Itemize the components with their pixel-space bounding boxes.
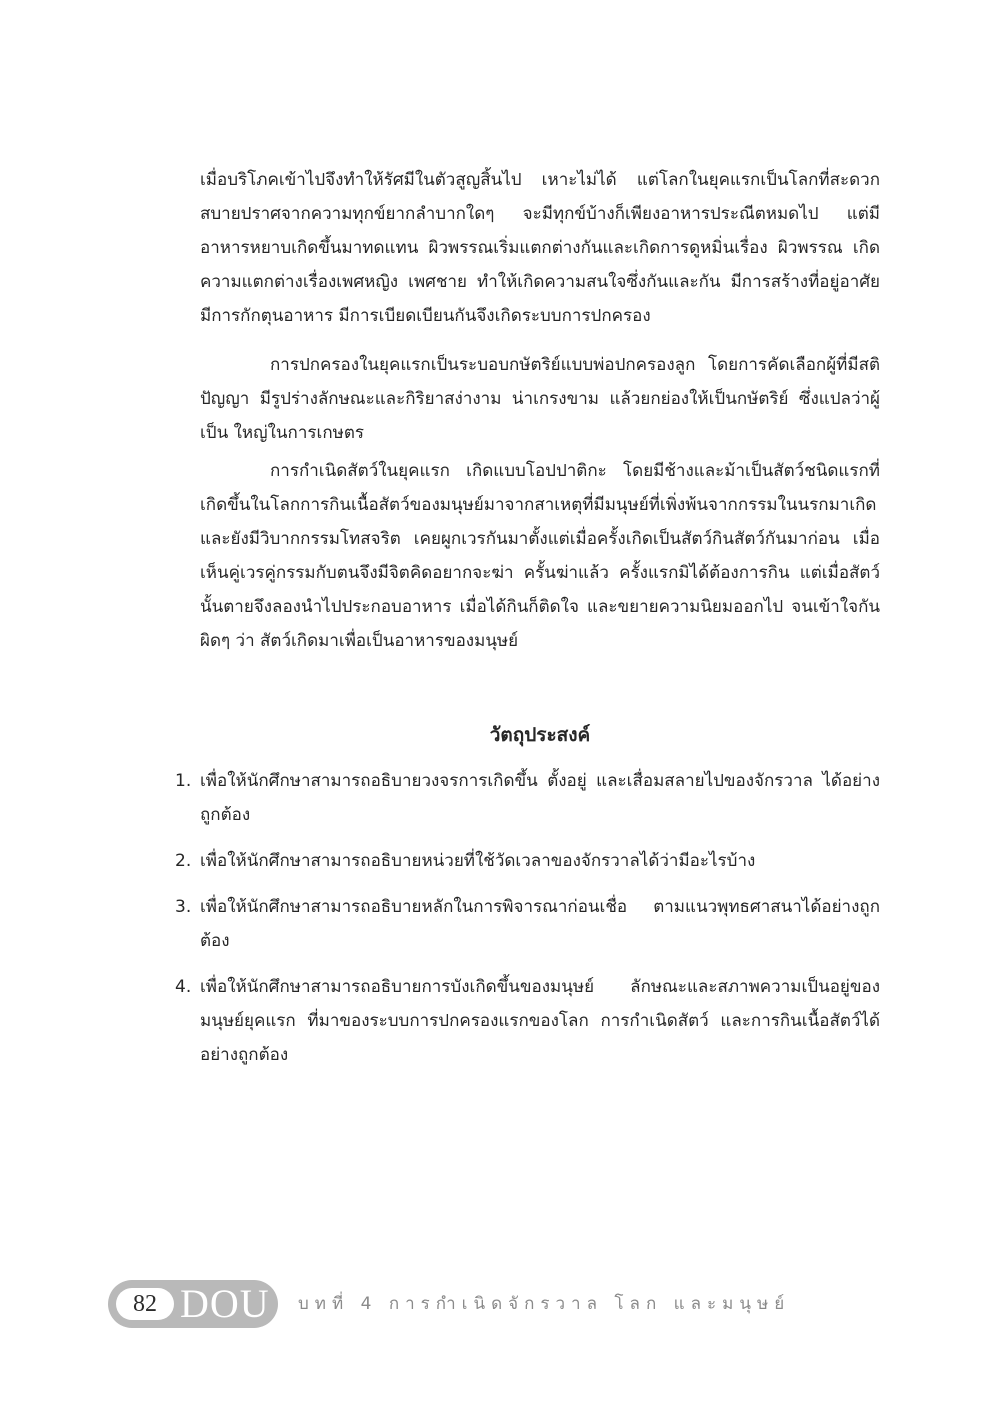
body-paragraph: เมื่อบริโภคเข้าไปจึงทำให้รัศมีในตัวสูญสิ้นไป เหาะไม่ได้ แต่โลกในยุคแรกเป็นโลกที่สะดวกสบายปราศจากความทุกข์ยากลำบากใดๆ จะมีทุกข์บ้างก็เพียงอาหารประณีตหมดไป แต่มีอาหารหยาบเกิดขึ้นมาทดแทน ผิวพรรณเริ่มแตกต่างกันและเกิดการดูหมิ่นเรื่อง ผิวพรรณ เกิดความแตกต่างเรื่องเพศหญิง เพศชาย ทำให้เกิดความสนใจซึ่งกันและกัน มีการสร้างที่อยู่อาศัย มีการกักตุนอาหาร มีการเบียดเบียนกันจึงเกิดระบบการปกครอง [200,170,880,326]
dou-logo: DOU [180,1281,270,1326]
objective-number: 4. [175,977,192,997]
objective-item [175,844,880,878]
objective-number: 2. [175,851,192,871]
objective-item [175,764,880,832]
page-badge [108,1280,278,1328]
objective-text: เพื่อให้นักศึกษาสามารถอธิบายวงจรการเกิดขึ้น ตั้งอยู่ และเสื่อมสลายไปของจักรวาล ได้อย่างถูกต้อง [200,771,880,825]
objectives-heading: วัตถุประสงค์ [489,724,591,746]
objectives-list [175,764,880,1084]
page-number: 82 [116,1288,174,1320]
objective-item [175,970,880,1072]
objective-number: 1. [175,771,192,791]
chapter-title: บทที่ 4 การกำเนิดจักรวาล โลก และมนุษย์ [298,1294,791,1314]
objective-item [175,890,880,958]
body-paragraph: การปกครองในยุคแรกเป็นระบอบกษัตริย์แบบพ่อปกครองลูก โดยการคัดเลือกผู้ที่มีสติปัญญา มีรูปร่างลักษณะและกิริยาสง่างาม น่าเกรงขาม แล้วยกย่องให้เป็นกษัตริย์ ซึ่งแปลว่าผู้เป็น ใหญ่ในการเกษตร [200,355,880,443]
objective-text: เพื่อให้นักศึกษาสามารถอธิบายการบังเกิดขึ้นของมนุษย์ ลักษณะและสภาพความเป็นอยู่ของมนุษย์ยุคแรก ที่มาของระบบการปกครองแรกของโลก การกำเนิดสัตว์ และการกินเนื้อสัตว์ได้อย่างถูกต้อง [200,977,880,1065]
objective-number: 3. [175,897,192,917]
body-paragraph: การกำเนิดสัตว์ในยุคแรก เกิดแบบโอปปาติกะ โดยมีช้างและม้าเป็นสัตว์ชนิดแรกที่เกิดขึ้นในโลกการกินเนื้อสัตว์ของมนุษย์มาจากสาเหตุที่มีมนุษย์ที่เพิ่งพ้นจากกรรมในนรกมาเกิด และยังมีวิบากกรรมโทสจริต เคยผูกเวรกันมาตั้งแต่เมื่อครั้งเกิดเป็นสัตว์กินสัตว์กันมาก่อน เมื่อเห็นคู่เวรคู่กรรมกับตนจึงมีจิตคิดอยากจะฆ่า ครั้นฆ่าแล้ว ครั้งแรกมิได้ต้องการกิน แต่เมื่อสัตว์นั้นตายจึงลองนำไปประกอบอาหาร เมื่อได้กินก็ติดใจ และขยายความนิยมออกไป จนเข้าใจกันผิดๆ ว่า สัตว์เกิดมาเพื่อเป็นอาหารของมนุษย์ [200,461,880,651]
objective-text: เพื่อให้นักศึกษาสามารถอธิบายหน่วยที่ใช้วัดเวลาของจักรวาลได้ว่ามีอะไรบ้าง [200,851,756,871]
objective-text: เพื่อให้นักศึกษาสามารถอธิบายหลักในการพิจารณาก่อนเชื่อ ตามแนวพุทธศาสนาได้อย่างถูกต้อง [200,897,880,951]
